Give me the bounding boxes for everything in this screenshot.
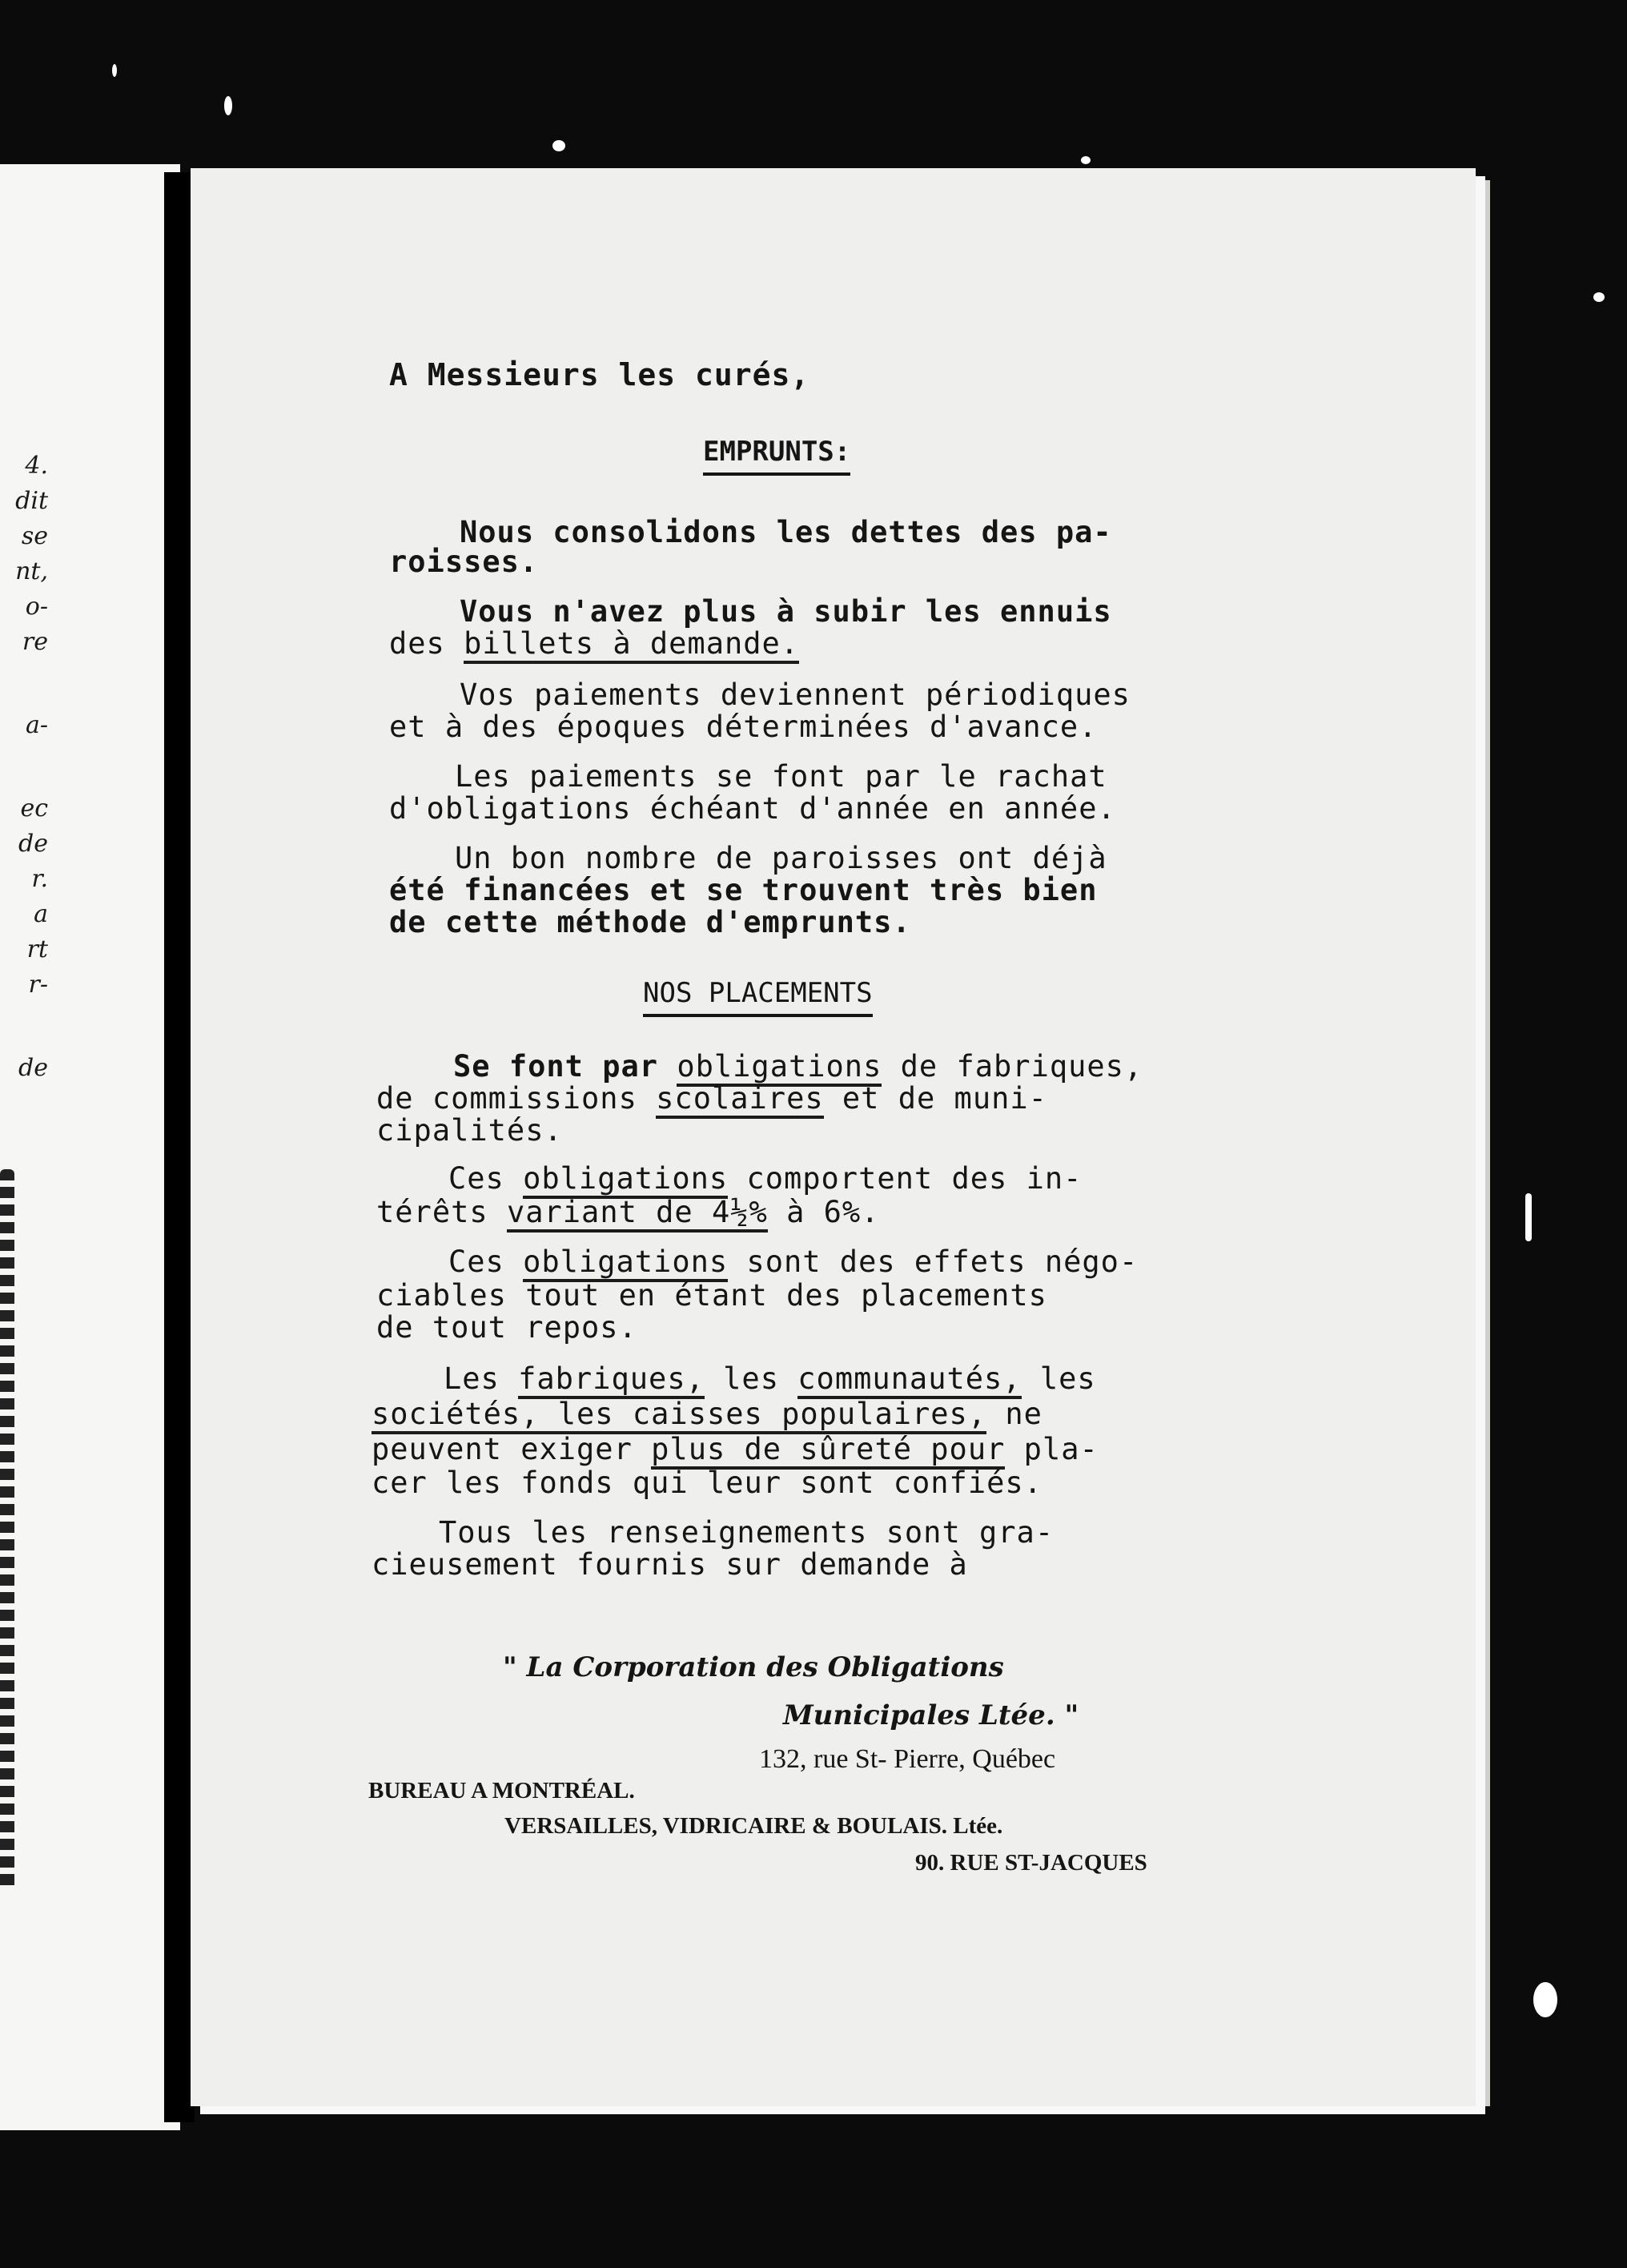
section-title-nos-placements: NOS PLACEMENTS	[643, 977, 873, 1017]
scan-dust-speck	[1525, 1193, 1532, 1241]
text-line: roisses.	[389, 545, 539, 579]
text-line	[444, 1361, 1096, 1396]
underlined-phrase: obligations	[677, 1049, 882, 1087]
text-line: et à des époques déterminées d'avance.	[389, 710, 1098, 744]
text-span: à 6%.	[767, 1195, 880, 1229]
text-line: de cette méthode d'emprunts.	[389, 905, 911, 939]
section-title-emprunts: EMPRUNTS:	[703, 436, 850, 476]
left-page-fragment: a-	[25, 711, 48, 739]
text-line: Nous consolidons les dettes des pa-	[460, 515, 1112, 549]
left-page-fragment: se	[21, 522, 48, 550]
scan-dust-speck	[552, 140, 565, 151]
text-line: ciables tout en étant des placements	[376, 1278, 1047, 1313]
underlined-phrase: obligations	[523, 1245, 728, 1282]
text-line: Les paiements se font par le rachat	[455, 759, 1107, 794]
left-page-fragment: 4.	[25, 452, 48, 480]
text-line	[448, 1245, 1138, 1279]
underlined-phrase: variant de 4½%	[507, 1195, 768, 1233]
text-span: les	[704, 1361, 798, 1396]
page-edge-shadow	[1476, 180, 1490, 2106]
corporation-name-line2: Municipales Ltée. "	[783, 1699, 1079, 1731]
text-span: sont des effets négo-	[728, 1245, 1139, 1279]
text-span: les	[1021, 1361, 1096, 1396]
text-span: et de muni-	[823, 1081, 1047, 1116]
corporation-name-line1: " La Corporation des Obligations	[503, 1651, 1004, 1683]
underlined-phrase: sociétés, les caisses populaires,	[372, 1397, 986, 1434]
left-page-fragment	[0, 743, 48, 791]
text-line	[376, 1195, 879, 1229]
text-span: Les	[444, 1361, 519, 1396]
greeting: A Messieurs les curés,	[389, 357, 810, 392]
left-page-fragment: rt	[26, 935, 48, 963]
scan-dust-speck	[224, 96, 232, 115]
montreal-office-name: VERSAILLES, VIDRICAIRE & BOULAIS. Ltée.	[504, 1813, 1003, 1839]
corporation-address: 132, rue St- Pierre, Québec	[759, 1744, 1056, 1774]
text-line	[389, 626, 799, 661]
text-span: de commissions	[376, 1081, 657, 1116]
left-page-fragment	[0, 1003, 48, 1051]
text-span: térêts	[376, 1195, 507, 1229]
montreal-office-address: 90. RUE ST-JACQUES	[915, 1850, 1147, 1876]
left-page-fragment	[0, 660, 48, 708]
text-span: Se font par	[453, 1049, 677, 1084]
left-page-fragment: ec	[20, 794, 48, 822]
underlined-phrase: billets à demande.	[464, 626, 799, 664]
letter-page	[191, 168, 1476, 2106]
scan-dust-speck	[1593, 292, 1605, 302]
text-line	[453, 1049, 1143, 1084]
left-page-fragment: r-	[28, 971, 48, 999]
scan-dust-speck	[112, 64, 117, 77]
text-line	[376, 1081, 1047, 1116]
text-span: pla-	[1005, 1432, 1099, 1466]
text-span: des	[389, 626, 464, 661]
left-page-fragment: dit	[15, 487, 48, 515]
left-page-fragment: de	[18, 1054, 48, 1082]
text-line: Tous les renseignements sont gra-	[439, 1515, 1055, 1550]
text-span: Ces	[448, 1161, 524, 1196]
text-line: été financées et se trouvent très bien	[389, 873, 1098, 907]
left-page-fragment: de	[18, 830, 48, 858]
text-span: Ces	[448, 1245, 524, 1279]
letter-body	[191, 168, 1476, 2106]
text-span: comportent des in-	[728, 1161, 1083, 1196]
text-line: cieusement fournis sur demande à	[372, 1547, 968, 1582]
text-span: de fabriques,	[882, 1049, 1143, 1084]
left-page-text-fragments	[0, 448, 48, 1086]
scan-dust-speck	[1533, 1982, 1557, 2017]
text-line: d'obligations échéant d'année en année.	[389, 791, 1116, 826]
montreal-office-label: BUREAU A MONTRÉAL.	[368, 1778, 635, 1804]
left-page-fragment: re	[22, 628, 48, 656]
left-page-fragment: a	[34, 900, 48, 928]
scan-dust-speck	[1081, 156, 1091, 164]
left-page-border-ornament	[0, 1169, 14, 1890]
underlined-phrase: obligations	[523, 1161, 728, 1199]
text-line: de tout repos.	[376, 1310, 637, 1345]
left-page-fragment: r.	[31, 865, 48, 893]
text-line: Vos paiements deviennent périodiques	[460, 678, 1131, 712]
text-span: ne	[986, 1397, 1042, 1431]
underlined-phrase: communautés,	[797, 1361, 1021, 1399]
text-line: Un bon nombre de paroisses ont déjà	[455, 841, 1107, 875]
text-line	[448, 1161, 1082, 1196]
text-line: Vous n'avez plus à subir les ennuis	[460, 594, 1112, 629]
text-line: cipalités.	[376, 1113, 563, 1148]
underlined-phrase: plus de sûreté pour	[651, 1432, 1005, 1470]
text-line: cer les fonds qui leur sont confiés.	[372, 1466, 1042, 1500]
underlined-phrase: fabriques,	[518, 1361, 705, 1399]
text-line	[372, 1397, 1042, 1431]
left-page-fragment: o-	[25, 593, 48, 621]
left-page-fragment: nt,	[15, 557, 48, 585]
text-span: peuvent exiger	[372, 1432, 652, 1466]
underlined-phrase: scolaires	[656, 1081, 823, 1119]
text-line	[372, 1432, 1099, 1466]
